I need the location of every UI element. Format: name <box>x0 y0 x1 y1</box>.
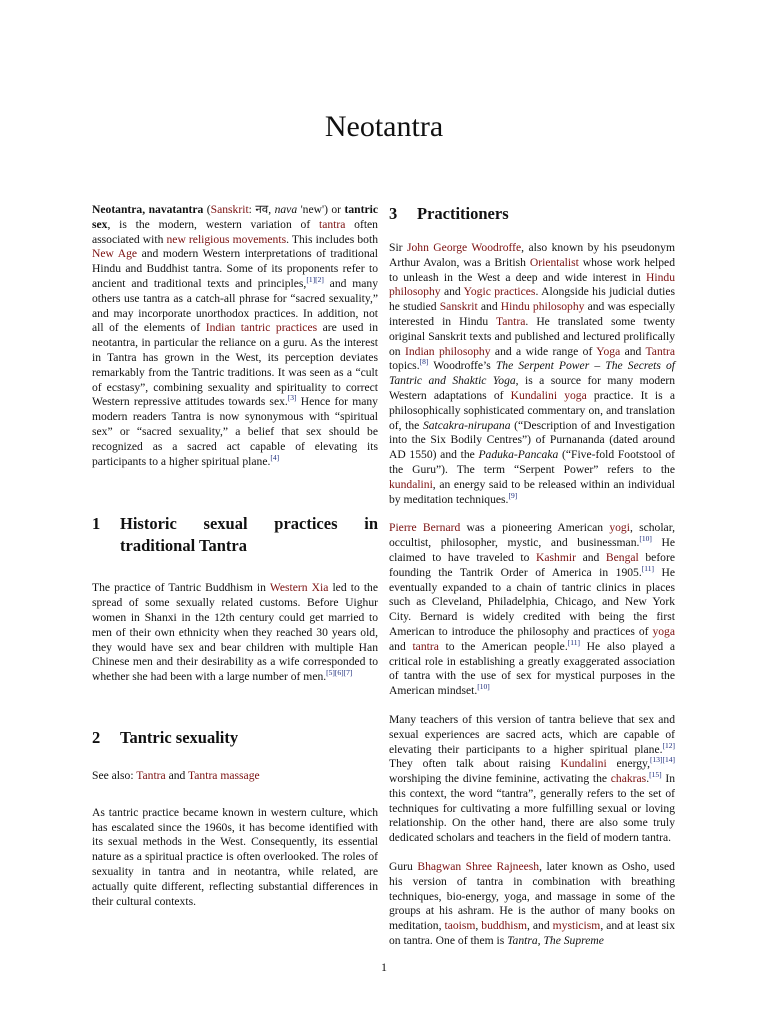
citation[interactable]: [11] <box>641 563 654 573</box>
link-indian-tantric-practices[interactable]: Indian tantric practices <box>205 321 318 335</box>
right-column <box>389 203 675 963</box>
link-sanskrit[interactable]: Sanskrit <box>439 300 478 314</box>
link-hindu-philosophy[interactable]: Hindu philosophy <box>500 300 585 314</box>
citation[interactable]: [10] <box>639 534 652 544</box>
link-western-xia[interactable]: Western Xia <box>269 581 329 595</box>
link-chakras[interactable]: chakras <box>610 772 647 786</box>
link-kundalini[interactable]: Kundalini <box>560 757 607 771</box>
link-buddhism[interactable]: buddhism <box>481 919 528 933</box>
teachers-paragraph: Many teachers of this version of tantra believe that sex and sexual experiences are sacred acts, which are capable of elevating their participants to a higher spiritual plane.[12] They often talk about raising Kundalini energy,[13][14] worshiping the divine feminine, activating the chakras.[15] In this context, the word “tantra”, generally refers to the set of techniques for cultivating a more fulfilling sexual or loving relationship. On the other hand, there are also some truly dedicated scholars and teachers in the field of modern tantra. <box>389 712 675 845</box>
page-number: 1 <box>381 960 387 974</box>
citation[interactable]: [8] <box>419 357 429 367</box>
page-title: Neotantra <box>324 110 444 143</box>
link-tantra[interactable]: Tantra <box>645 344 675 358</box>
section-heading-2: 2 Tantric sexuality <box>92 727 239 747</box>
link-yoga[interactable]: yoga <box>652 624 675 638</box>
link-bengal[interactable]: Bengal <box>605 550 639 564</box>
citation[interactable]: [9] <box>508 490 518 500</box>
link-tantra[interactable]: Tantra <box>495 314 526 328</box>
citation[interactable]: [10] <box>477 682 490 692</box>
citation[interactable]: [1][2] <box>306 275 324 285</box>
section-2-paragraph: As tantric practice became known in western culture, which has escalated since the 1960s, it has become identified with its sexual methods in the West. Consequently, its essential nature as a spiritual practice is often overlooked. The roles of sexuality in tantra and in neotantra, while related, are actually quite different, reflecting substantial differences in their cultural contexts. <box>92 805 378 908</box>
intro-paragraph: Neotantra, navatantra (Sanskrit: नव, nava 'new') or tantric sex, is the modern, western variation of tantra often associated with new religious movements. This includes both New Age and modern Western interpretations of traditional Hindu and Buddhist tantra. Some of its proponents refer to ancient and traditional texts and principles,[1][2] and many others use tantra as a catch-all phrase for “sacred sexuality,” and may incorporate unorthodox practices. In addition, not all of the elements of Indian tantric practices are used in neotantra, in particular the reliance on a guru. As the interest in Tantra has grown in the West, its perception deviates remarkably from the Tantric traditions. It was seen as a “cult of ecstasy”, combining sexuality and spirituality to correct Western repressive attitudes towards sex.[3] Hence for many modern readers Tantra is now synonymous with “spiritual sex” or “sacred sexuality,” a belief that sex should be recognized as a sacred act capable of elevating its participants to a higher spiritual plane.[4] <box>92 203 379 468</box>
left-column <box>92 203 378 923</box>
link-orientalist[interactable]: Orientalist <box>529 255 579 269</box>
link-rajneesh[interactable]: Bhagwan Shree Rajneesh <box>417 860 540 874</box>
link-yogi[interactable]: yogi <box>609 521 630 535</box>
section-heading-3: 3 Practitioners <box>389 204 509 223</box>
bernard-paragraph: Pierre Bernard was a pioneering American yogi, scholar, occultist, philosopher, mystic, and businessman.[10] He claimed to have traveled to Kashmir and Bengal before founding the Tantrik Order of America in 1905.[11] He eventually expanded to a chain of tantric clinics in places such as Cleveland, Philadelphia, Chicago, and New York City. Bernard is widely credited with being the first American to introduce the philosophy and practices of yoga and tantra to the American people.[11] He also played a critical role in establishing a greatly exaggerated association of tantra with the use of sex for mystical purposes in the American mindset.[10] <box>389 521 676 698</box>
woodroffe-paragraph: Sir John George Woodroffe, also known by his pseudonym Arthur Avalon, was a British Orientalist whose work helped to unleash in the West a deep and wide interest in Hindu philosophy and Yogic practices. Alongside his judicial duties he studied Sanskrit and Hindu philosophy and was especially interested in Hindu Tantra. He translated some twenty original Sanskrit texts and published and lectured prolifically on Indian philosophy and a wide range of Yoga and Tantra topics.[8] Woodroffe’s The Serpent Power – The Secrets of Tantric and Shaktic Yoga, is a source for many modern Western adaptations of Kundalini yoga practice. It is a philosophically sophisticated commentary on, and translation of, the Satcakra-nirupana (“Description of and Investigation into the Six Bodily Centres”) of Purnananda (dated around AD 1550) and the Paduka-Pancaka (“Five-fold Footstool of the Guru”). The term “Serpent Power” refers to the kundalini, an energy said to be released within an individual by meditation techniques.[9] <box>389 241 675 506</box>
citation[interactable]: [5][6][7] <box>326 668 353 678</box>
link-hindu-philosophy[interactable]: Hindu philosophy <box>389 270 675 299</box>
link-mysticism[interactable]: mysticism <box>552 919 601 933</box>
citation[interactable]: [12] <box>662 740 675 750</box>
link-taoism[interactable]: taoism <box>444 919 476 933</box>
section-1-paragraph: The practice of Tantric Buddhism in Western Xia led to the spread of some sexually related customs. Before Uighur women in Shanxi in the 12th century could get married to men of their own ethnicity when they reached 30 years old, they would have sex and bear children with multiple Han Chinese men and their desirability as a wife corresponded to whether she had been with a large number of men.[5][6][7] <box>92 581 378 684</box>
link-indian-philosophy[interactable]: Indian philosophy <box>404 344 491 358</box>
term-bold: tantric sex <box>92 203 378 231</box>
link-pierre-bernard[interactable]: Pierre Bernard <box>389 521 461 535</box>
link-new-age[interactable]: New Age <box>92 247 138 261</box>
link-sanskrit[interactable]: Sanskrit <box>210 203 249 216</box>
link-kundalini[interactable]: kundalini <box>389 477 433 491</box>
section-heading-1: 1 Historic sexual practices in traditional Tantra <box>92 514 378 556</box>
link-yoga[interactable]: Yoga <box>596 344 621 358</box>
citation[interactable]: [3] <box>287 393 297 403</box>
term-bold: Neotantra, navatantra <box>92 203 204 216</box>
link-new-religious-movements[interactable]: new religious movements <box>166 232 287 246</box>
link-kashmir[interactable]: Kashmir <box>536 550 576 564</box>
citation[interactable]: [13][14] <box>649 755 675 765</box>
rajneesh-paragraph: Guru Bhagwan Shree Rajneesh, later known as Osho, used his version of tantra in combination with breathing techniques, bio-energy, yoga, and massage in some of the groups at his ashram. He is the author of many books on meditation, taoism, buddhism, and mysticism, and at least six on tantra. One of them is Tantra, The Supreme <box>389 860 676 948</box>
link-tantra[interactable]: tantra <box>318 217 346 231</box>
link-woodroffe[interactable]: John George Woodroffe <box>406 241 522 254</box>
citation[interactable]: [4] <box>270 452 280 462</box>
link-tantra-see-also[interactable]: Tantra <box>136 768 166 782</box>
link-tantra-massage[interactable]: Tantra massage <box>188 768 260 782</box>
citation[interactable]: [15] <box>649 770 662 780</box>
link-tantra[interactable]: tantra <box>412 639 439 653</box>
see-also: See also: Tantra and Tantra massage <box>92 768 260 782</box>
citation[interactable]: [11] <box>567 637 580 647</box>
link-yogic-practices[interactable]: Yogic practices <box>463 285 536 299</box>
link-kundalini-yoga[interactable]: Kundalini yoga <box>510 388 587 402</box>
